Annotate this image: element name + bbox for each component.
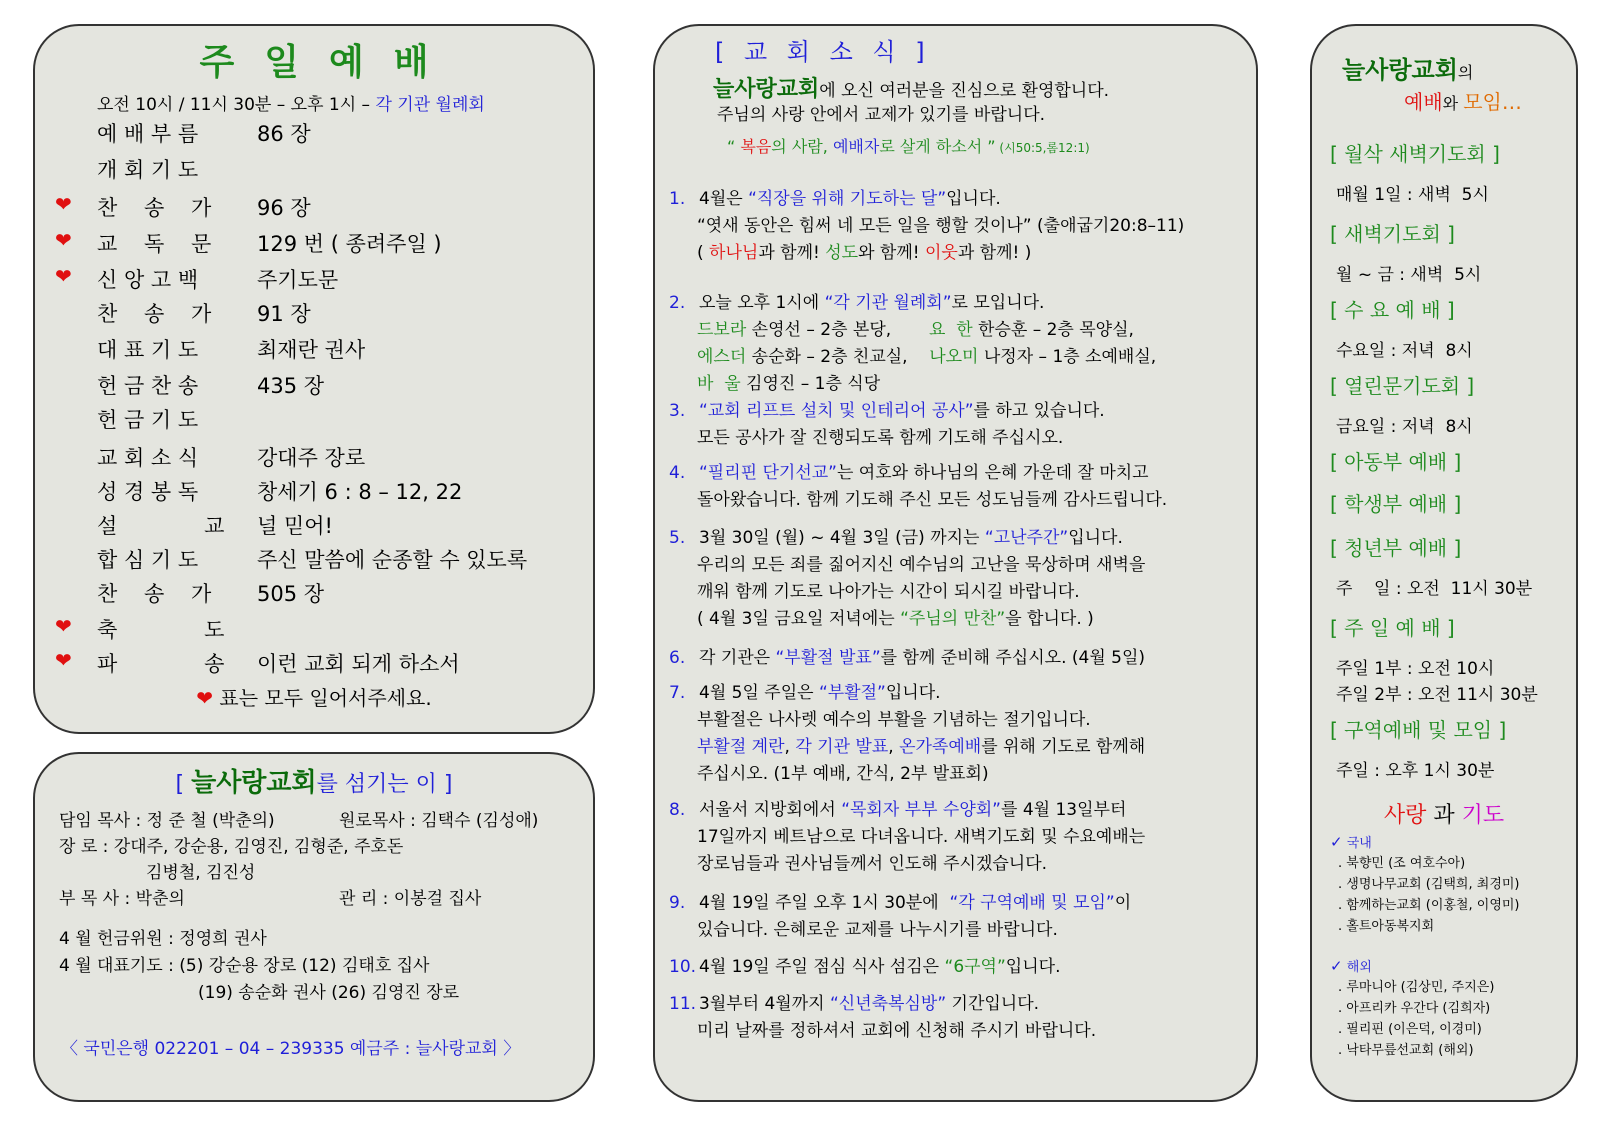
motto [727, 134, 1090, 157]
worship-time-text: 오전 10시 / 11시 30분 – 오후 1시 – [97, 95, 376, 115]
order-value: 주신 말씀에 순종할 수 있도록 [257, 548, 528, 572]
servants-title [35, 762, 593, 799]
news-line [683, 759, 989, 784]
offering-committee: 4 월 헌금위원 : 정영희 권사 [59, 929, 267, 949]
news-line [683, 342, 1156, 367]
order-row [55, 228, 442, 258]
order-value: 최재란 권사 [257, 338, 366, 362]
prayer-line-1: 4 월 대표기도 : (5) 강순용 장로 (12) 김태호 집사 [59, 956, 430, 976]
news-line [683, 315, 1134, 340]
church-news-panel [653, 24, 1258, 1102]
heart-icon: ❤ [196, 686, 214, 710]
welcome-line-1 [713, 72, 1109, 103]
news-line [683, 211, 1184, 236]
prayer-item: . 생명나무교회 (김택희, 최경미) [1338, 877, 1520, 892]
prayer-item: . 아프리카 우간다 (김희자) [1338, 1001, 1491, 1016]
order-row [97, 370, 324, 400]
news-text: 이웃 [924, 243, 958, 263]
news-text: 이 [1114, 893, 1132, 913]
news-text: 는 여호와 하나님의 은혜 가운데 잘 마치고 [836, 463, 1149, 483]
meetings-title [1342, 50, 1473, 85]
order-row [97, 442, 365, 472]
news-text: 나정자 – 1층 소예배실, [978, 347, 1157, 367]
order-label: 예 배 부 름 [97, 122, 199, 146]
meeting-heading: [ 열린문기도회 ] [1330, 374, 1475, 398]
servants-title-rest: 를 섬기는 이 ] [316, 772, 453, 797]
lead-pastor: 담임 목사 : 정 준 철 (박춘의) [59, 811, 275, 831]
order-row [55, 192, 311, 222]
heart-icon: ❤ [55, 614, 72, 638]
and-word: 과 [1426, 803, 1462, 828]
meeting-heading: [ 청년부 예배 ] [1330, 536, 1462, 560]
order-row [97, 544, 527, 574]
news-number: 2. [669, 293, 686, 313]
meeting-time: 주일 2부 : 오전 11시 30분 [1336, 685, 1538, 705]
news-text: 온가족예배 [899, 737, 982, 757]
order-label: 교 회 소 식 [97, 446, 199, 470]
bank-account: 〈 국민은행 022201 – 04 – 239335 예금주 : 늘사랑교회 〉 [61, 1039, 521, 1059]
prayer-item: . 낙타무릎선교회 (해외) [1338, 1043, 1474, 1058]
order-row [97, 118, 311, 148]
news-number: 10. [669, 957, 697, 977]
news-line [655, 678, 941, 703]
news-line [655, 643, 1145, 668]
news-text: 오늘 오후 1시에 [699, 293, 825, 313]
order-label: 헌 금 기 도 [97, 408, 199, 432]
motto-part: 의 사람, [771, 137, 833, 156]
news-text: 부활절 계란 [697, 737, 785, 757]
order-row [55, 264, 339, 294]
news-text: , [888, 737, 900, 757]
order-value: 91 장 [257, 302, 311, 326]
standing-note [35, 682, 593, 711]
news-text: 기간입니다. [946, 994, 1040, 1014]
order-label: 설 교 [97, 514, 225, 538]
news-text: 를 함께 준비해 주십시오. (4월 5일) [880, 648, 1146, 668]
order-label: 찬 송 가 [97, 582, 212, 606]
news-line [655, 989, 1039, 1014]
heart-icon: ❤ [55, 228, 72, 252]
news-number: 11. [669, 994, 697, 1014]
news-text: 과 함께! ) [957, 243, 1032, 263]
news-text: 있습니다. 은혜로운 교제를 나누시기를 바랍니다. [697, 920, 1058, 940]
worship-time-suffix: 각 기관 월례회 [375, 95, 485, 115]
manager: 관 리 : 이봉걸 집사 [339, 889, 482, 909]
order-label: 신 앙 고 백 [97, 268, 199, 292]
domestic-label: 국내 [1346, 836, 1372, 851]
meeting-time: 수요일 : 저녁 8시 [1336, 341, 1473, 361]
meeting-time: 주일 : 오후 1시 30분 [1336, 761, 1495, 781]
meetings-title-of: 의 [1457, 63, 1474, 82]
welcome-church: 늘사랑교회 [713, 77, 820, 102]
order-value: 129 번 ( 종려주일 ) [257, 232, 442, 256]
servants-panel [33, 752, 595, 1102]
prayer-word: 기도 [1461, 803, 1505, 828]
news-text: 를 4월 13일부터 [1001, 800, 1127, 820]
prayer-item: . 필리핀 (이은덕, 이경미) [1338, 1022, 1482, 1037]
meeting-time: 주 일 : 오전 11시 30분 [1336, 579, 1533, 599]
news-text: 한승훈 – 2층 목양실, [972, 320, 1134, 340]
news-line [683, 550, 1145, 575]
order-label: 찬 송 가 [97, 302, 212, 326]
meeting-time: 매월 1일 : 새벽 5시 [1336, 185, 1489, 205]
news-text: 부활절은 나사렛 예수의 부활을 기념하는 절기입니다. [697, 710, 1091, 730]
news-text: 김영진 – 1층 식당 [740, 374, 881, 394]
news-number: 5. [669, 528, 686, 548]
news-number: 9. [669, 893, 686, 913]
news-number: 8. [669, 800, 686, 820]
news-text: 송순화 – 2층 친교실, [746, 347, 930, 367]
news-line [655, 396, 1105, 421]
news-text: “직장을 위해 기도하는 달” [748, 189, 947, 209]
news-text: 장로님들과 권사님들께서 인도해 주시겠습니다. [697, 854, 1048, 874]
news-text: 드보라 [697, 320, 747, 340]
heart-icon: ❤ [55, 192, 72, 216]
heart-icon: ❤ [55, 264, 72, 288]
news-line [683, 238, 1031, 263]
overseas-section [1330, 956, 1372, 975]
news-text: “부활절 발표” [775, 648, 881, 668]
news-text: “신년축복심방” [829, 994, 947, 1014]
news-number: 6. [669, 648, 686, 668]
heart-icon: ❤ [55, 648, 72, 672]
assoc-pastor: 부 목 사 : 박춘의 [59, 889, 185, 909]
news-text: 주십시오. (1부 예배, 간식, 2부 발표회) [697, 764, 989, 784]
news-text: 과 함께! [758, 243, 826, 263]
domestic-section [1330, 832, 1372, 851]
meeting-heading: [ 학생부 예배 ] [1330, 492, 1462, 516]
order-label: 성 경 봉 독 [97, 480, 199, 504]
order-row [97, 404, 257, 434]
order-value: 96 장 [257, 196, 311, 220]
news-line [655, 523, 1123, 548]
news-text: ( [697, 243, 710, 263]
meetings-panel [1310, 24, 1578, 1102]
news-line [683, 849, 1047, 874]
news-text: 3월 30일 (월) ~ 4월 3일 (금) 까지는 [699, 528, 985, 548]
news-text: 요 한 [928, 320, 973, 340]
news-text: 서울서 지방회에서 [699, 800, 842, 820]
news-text: 입니다. [1005, 957, 1061, 977]
prayer-line-2: (19) 송순화 권사 (26) 김영진 장로 [198, 983, 460, 1003]
meetings-subtitle [1404, 86, 1522, 115]
elder-pastor: 원로목사 : 김택수 (김성애) [339, 811, 539, 831]
meetings-subtitle-worship: 예배 [1404, 90, 1443, 114]
news-text: 손영선 – 2층 본당, [746, 320, 929, 340]
standing-note-text: 표는 모두 일어서주세요. [219, 686, 432, 710]
news-text: 로 모입니다. [951, 293, 1045, 313]
news-text: 17일까지 베트남으로 다녀옵니다. 새벽기도회 및 수요예배는 [697, 827, 1146, 847]
order-value: 널 믿어! [257, 514, 333, 538]
news-text: 입니다. [946, 189, 1001, 209]
order-row [97, 510, 333, 540]
servants-title-church: 늘사랑교회 [191, 768, 317, 798]
prayer-item: . 함께하는교회 (이홍철, 이영미) [1338, 898, 1520, 913]
news-text: 4월 19일 주일 점심 식사 섬김은 [699, 957, 945, 977]
prayer-item: . 홀트아동복지회 [1338, 919, 1435, 934]
news-text: “엿새 동안은 힘써 네 모든 일을 행할 것이나” (출애굽기20:8–11) [697, 216, 1185, 236]
order-label: 축 도 [97, 618, 225, 642]
news-text: “각 구역예배 및 모임” [949, 893, 1115, 913]
meeting-time: 주일 1부 : 오전 10시 [1336, 659, 1495, 679]
news-number: 4. [669, 463, 686, 483]
news-text: 우리의 모든 죄를 짊어지신 예수님의 고난을 묵상하며 새벽을 [697, 555, 1146, 575]
news-text: 4월은 [699, 189, 749, 209]
news-text: “6구역” [944, 957, 1006, 977]
order-row [97, 154, 257, 184]
check-icon: ✓ [1330, 957, 1343, 975]
prayer-item: . 북향민 (조 여호수아) [1338, 856, 1466, 871]
overseas-label: 해외 [1346, 960, 1372, 975]
news-text: 하나님 [709, 243, 759, 263]
news-line [683, 485, 1167, 510]
order-row [55, 648, 460, 678]
news-text: 입니다. [1068, 528, 1123, 548]
check-icon: ✓ [1330, 833, 1343, 851]
order-value: 창세기 6 : 8 – 12, 22 [257, 480, 463, 504]
news-text: “고난주간” [984, 528, 1069, 548]
worship-order-panel [33, 24, 595, 734]
order-row [97, 578, 324, 608]
news-line [655, 952, 1060, 977]
worship-title: 주일예배 [199, 42, 459, 83]
news-line [683, 822, 1145, 847]
news-line [683, 369, 880, 394]
order-label: 찬 송 가 [97, 196, 212, 220]
news-text: “부활절” [818, 683, 886, 703]
news-line [655, 184, 1001, 209]
meeting-heading: [ 아동부 예배 ] [1330, 450, 1462, 474]
order-label: 개 회 기 도 [97, 158, 199, 182]
news-line [683, 705, 1091, 730]
motto-part: 로 살게 하소서 ” [879, 137, 996, 156]
news-line [655, 458, 1149, 483]
love-word: 사랑 [1383, 803, 1427, 828]
order-label: 파 송 [97, 652, 225, 676]
news-number: 7. [669, 683, 686, 703]
news-text: 을 합니다. ) [1005, 609, 1094, 629]
order-label: 합 심 기 도 [97, 548, 199, 572]
news-text: 깨워 함께 기도로 나아가는 시간이 되시길 바랍니다. [697, 582, 1080, 602]
news-text: 바 울 [697, 374, 741, 394]
order-value: 강대주 장로 [257, 446, 366, 470]
news-text: 모든 공사가 잘 진행되도록 함께 기도해 주십시오. [697, 428, 1064, 448]
order-row [55, 614, 257, 644]
meetings-subtitle-meet: 모임… [1463, 90, 1522, 114]
motto-part: “ [727, 137, 741, 156]
order-value: 435 장 [257, 374, 325, 398]
meeting-time: 금요일 : 저녁 8시 [1336, 417, 1473, 437]
servants-title-open: [ [175, 772, 192, 797]
news-text: 성도 [825, 243, 859, 263]
news-text: 4월 5일 주일은 [699, 683, 819, 703]
order-value: 86 장 [257, 122, 311, 146]
order-label: 교 독 문 [97, 232, 212, 256]
elders-line-1: 장 로 : 강대주, 강순용, 김영진, 김형준, 주호돈 [59, 837, 404, 857]
news-text: “필리핀 단기선교” [699, 463, 837, 483]
meeting-heading: [ 월삭 새벽기도회 ] [1330, 142, 1500, 166]
meeting-time: 월 ~ 금 : 새벽 5시 [1336, 265, 1482, 285]
order-value: 이런 교회 되게 하소서 [257, 652, 460, 676]
news-text: 를 하고 있습니다. [973, 401, 1105, 421]
love-prayer-title [1312, 798, 1576, 829]
meetings-title-church: 늘사랑교회 [1342, 56, 1458, 84]
welcome-line-2: 주님의 사랑 안에서 교제가 있기를 바랍니다. [717, 105, 1046, 125]
news-line [655, 888, 1131, 913]
news-line [655, 795, 1126, 820]
welcome-rest: 에 오신 여러분을 진심으로 환영합니다. [819, 81, 1110, 101]
news-line [655, 288, 1044, 313]
news-line [683, 577, 1080, 602]
news-line [683, 1016, 1096, 1041]
meeting-heading: [ 구역예배 및 모임 ] [1330, 718, 1507, 742]
news-line [683, 423, 1063, 448]
news-text: 3월부터 4월까지 [699, 994, 830, 1014]
motto-part: 예배자 [832, 137, 880, 156]
news-text: 에스더 [697, 347, 747, 367]
news-text: 각 기관 발표 [795, 737, 889, 757]
news-line [683, 732, 1145, 757]
motto-reference: (시50:5,롬12:1) [995, 141, 1090, 155]
meeting-heading: [ 수 요 예 배 ] [1330, 298, 1455, 322]
news-line [683, 915, 1058, 940]
meeting-heading: [ 새벽기도회 ] [1330, 222, 1455, 246]
news-text: “각 기관 월례회” [824, 293, 952, 313]
elders-line-2: 김병철, 김진성 [146, 863, 256, 883]
order-value: 505 장 [257, 582, 325, 606]
order-label: 헌 금 찬 송 [97, 374, 199, 398]
order-row [97, 298, 311, 328]
news-title: [ 교 회 소 식 ] [715, 38, 931, 66]
meeting-heading: [ 주 일 예 배 ] [1330, 616, 1455, 640]
order-value: 주기도문 [257, 268, 339, 292]
news-text: “교회 리프트 설치 및 인테리어 공사” [699, 401, 974, 421]
news-text: 미리 날짜를 정하셔서 교회에 신청해 주시기 바랍니다. [697, 1021, 1097, 1041]
news-text: ( 4월 3일 금요일 저녁에는 [697, 609, 901, 629]
order-label: 대 표 기 도 [97, 338, 199, 362]
news-text: , [784, 737, 796, 757]
news-text: “주님의 만찬” [900, 609, 1006, 629]
prayer-item: . 루마니아 (김상민, 주지은) [1338, 980, 1495, 995]
motto-part: 복음 [740, 137, 772, 156]
news-text: 를 위해 기도로 함께해 [981, 737, 1146, 757]
news-text: “목회자 부부 수양회” [841, 800, 1001, 820]
order-row [97, 334, 365, 364]
news-text: 4월 19일 주일 오후 1시 30분에 [699, 893, 950, 913]
news-text: 와 함께! [858, 243, 925, 263]
news-text: 돌아왔습니다. 함께 기도해 주신 모든 성도님들께 감사드립니다. [697, 490, 1168, 510]
news-text: 각 기관은 [699, 648, 776, 668]
order-row [97, 476, 462, 506]
news-number: 3. [669, 401, 686, 421]
news-line [683, 604, 1094, 629]
news-text: 입니다. [885, 683, 941, 703]
worship-time [97, 90, 485, 115]
meetings-subtitle-and: 와 [1442, 94, 1464, 113]
news-number: 1. [669, 189, 686, 209]
news-text: 나오미 [929, 347, 979, 367]
